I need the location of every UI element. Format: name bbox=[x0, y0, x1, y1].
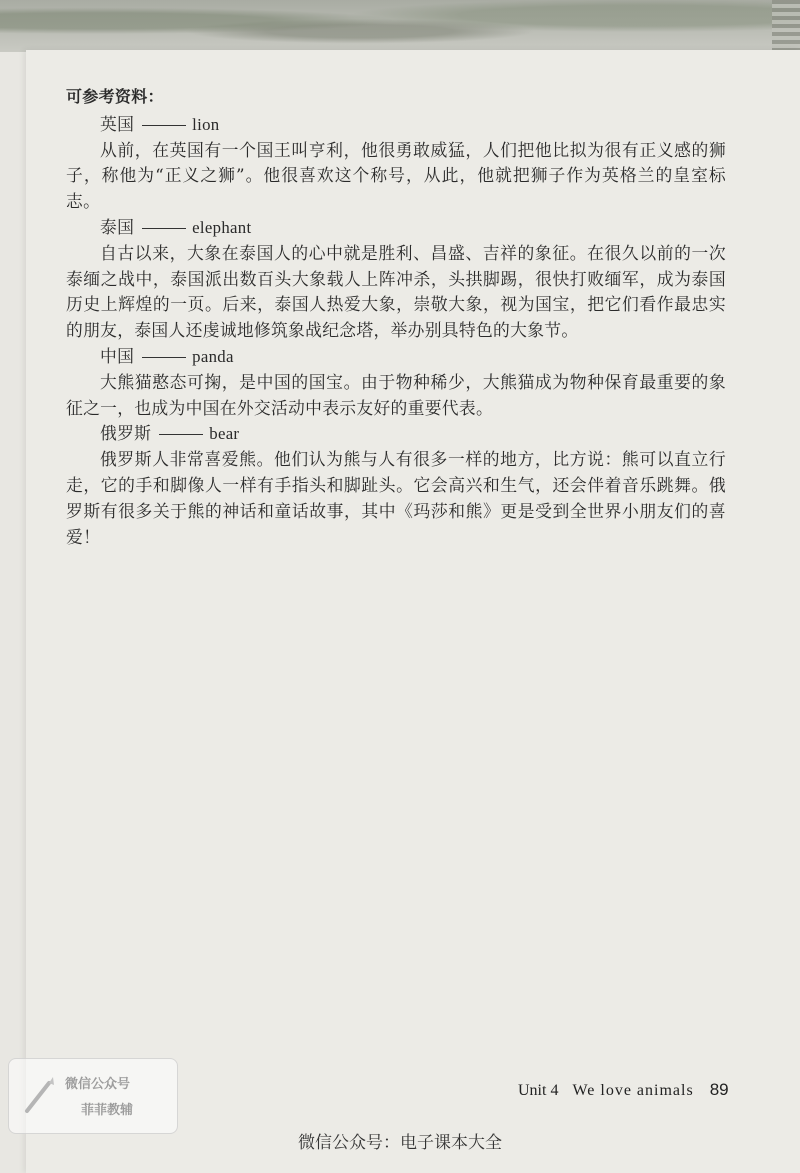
animal-name: lion bbox=[192, 114, 220, 134]
animal-name: bear bbox=[209, 424, 240, 444]
dash-divider bbox=[142, 357, 186, 358]
section-russia bbox=[66, 421, 726, 550]
section-paragraph: 自古以来，大象在泰国人的心中就是胜利、昌盛、吉祥的象征。在很久以前的一次泰缅之战中，泰国派出数百头大象载人上阵冲杀，头拱脚踢，很快打败缅军，成为泰国历史上辉煌的一页。后来，泰国人热爱大象，崇敬大象，视为国宝，把它们看作最忠实的朋友，泰国人还虔诚地修筑象战纪念塔，举办别具特色的大象节。 bbox=[66, 242, 726, 341]
dash-divider bbox=[159, 434, 203, 435]
animal-name: elephant bbox=[192, 217, 252, 237]
section-paragraph: 俄罗斯人非常喜爱熊。他们认为熊与人有很多一样的地方，比方说：熊可以直立行走，它的手和脚像人一样有手指头和脚趾头。它会高兴和生气，还会伴着音乐跳舞。俄罗斯有很多关于熊的神话和童话故事，其中《玛莎和熊》更是受到全世界小朋友们的喜爱！ bbox=[66, 449, 726, 547]
section-paragraph: 从前，在英国有一个国王叫亨利，他很勇敢威猛，人们把他比拟为很有正义感的狮子，称他为“正义之狮”。他很喜欢这个称号，从此，他就把狮子作为英格兰的皇室标志。 bbox=[66, 139, 726, 212]
unit-title: We love animals bbox=[572, 1082, 694, 1099]
reference-material bbox=[66, 84, 726, 550]
watermark-badge bbox=[8, 1058, 178, 1134]
page-footer bbox=[518, 1080, 729, 1100]
country-label bbox=[66, 344, 726, 370]
country-label bbox=[66, 215, 726, 241]
top-photo-band bbox=[0, 0, 800, 52]
dash-divider bbox=[142, 228, 186, 229]
country-name: 中国 bbox=[100, 345, 135, 366]
section-paragraph: 大熊猫憨态可掬，是中国的国宝。由于物种稀少，大熊猫成为物种保育最重要的象征之一，也成为中国在外交活动中表示友好的重要代表。 bbox=[66, 371, 726, 418]
unit-label: Unit 4 bbox=[518, 1082, 559, 1099]
watermark-line-2: 菲菲教辅 bbox=[81, 1103, 134, 1118]
page-edge-decoration bbox=[772, 0, 800, 52]
wand-icon bbox=[23, 1075, 57, 1115]
country-name: 英国 bbox=[100, 113, 135, 134]
section-thailand bbox=[66, 215, 726, 344]
country-label bbox=[66, 112, 726, 138]
bottom-credit: 微信公众号：电子课本大全 bbox=[298, 1133, 502, 1153]
section-china bbox=[66, 344, 726, 421]
country-label bbox=[66, 421, 726, 447]
section-heading: 可参考资料： bbox=[66, 87, 164, 106]
country-name: 俄罗斯 bbox=[100, 423, 152, 444]
page-number: 89 bbox=[709, 1080, 729, 1099]
country-name: 泰国 bbox=[100, 216, 135, 237]
dash-divider bbox=[142, 125, 186, 126]
watermark-line-1: 微信公众号 bbox=[65, 1077, 131, 1092]
section-uk bbox=[66, 112, 726, 215]
animal-name: panda bbox=[192, 346, 234, 366]
